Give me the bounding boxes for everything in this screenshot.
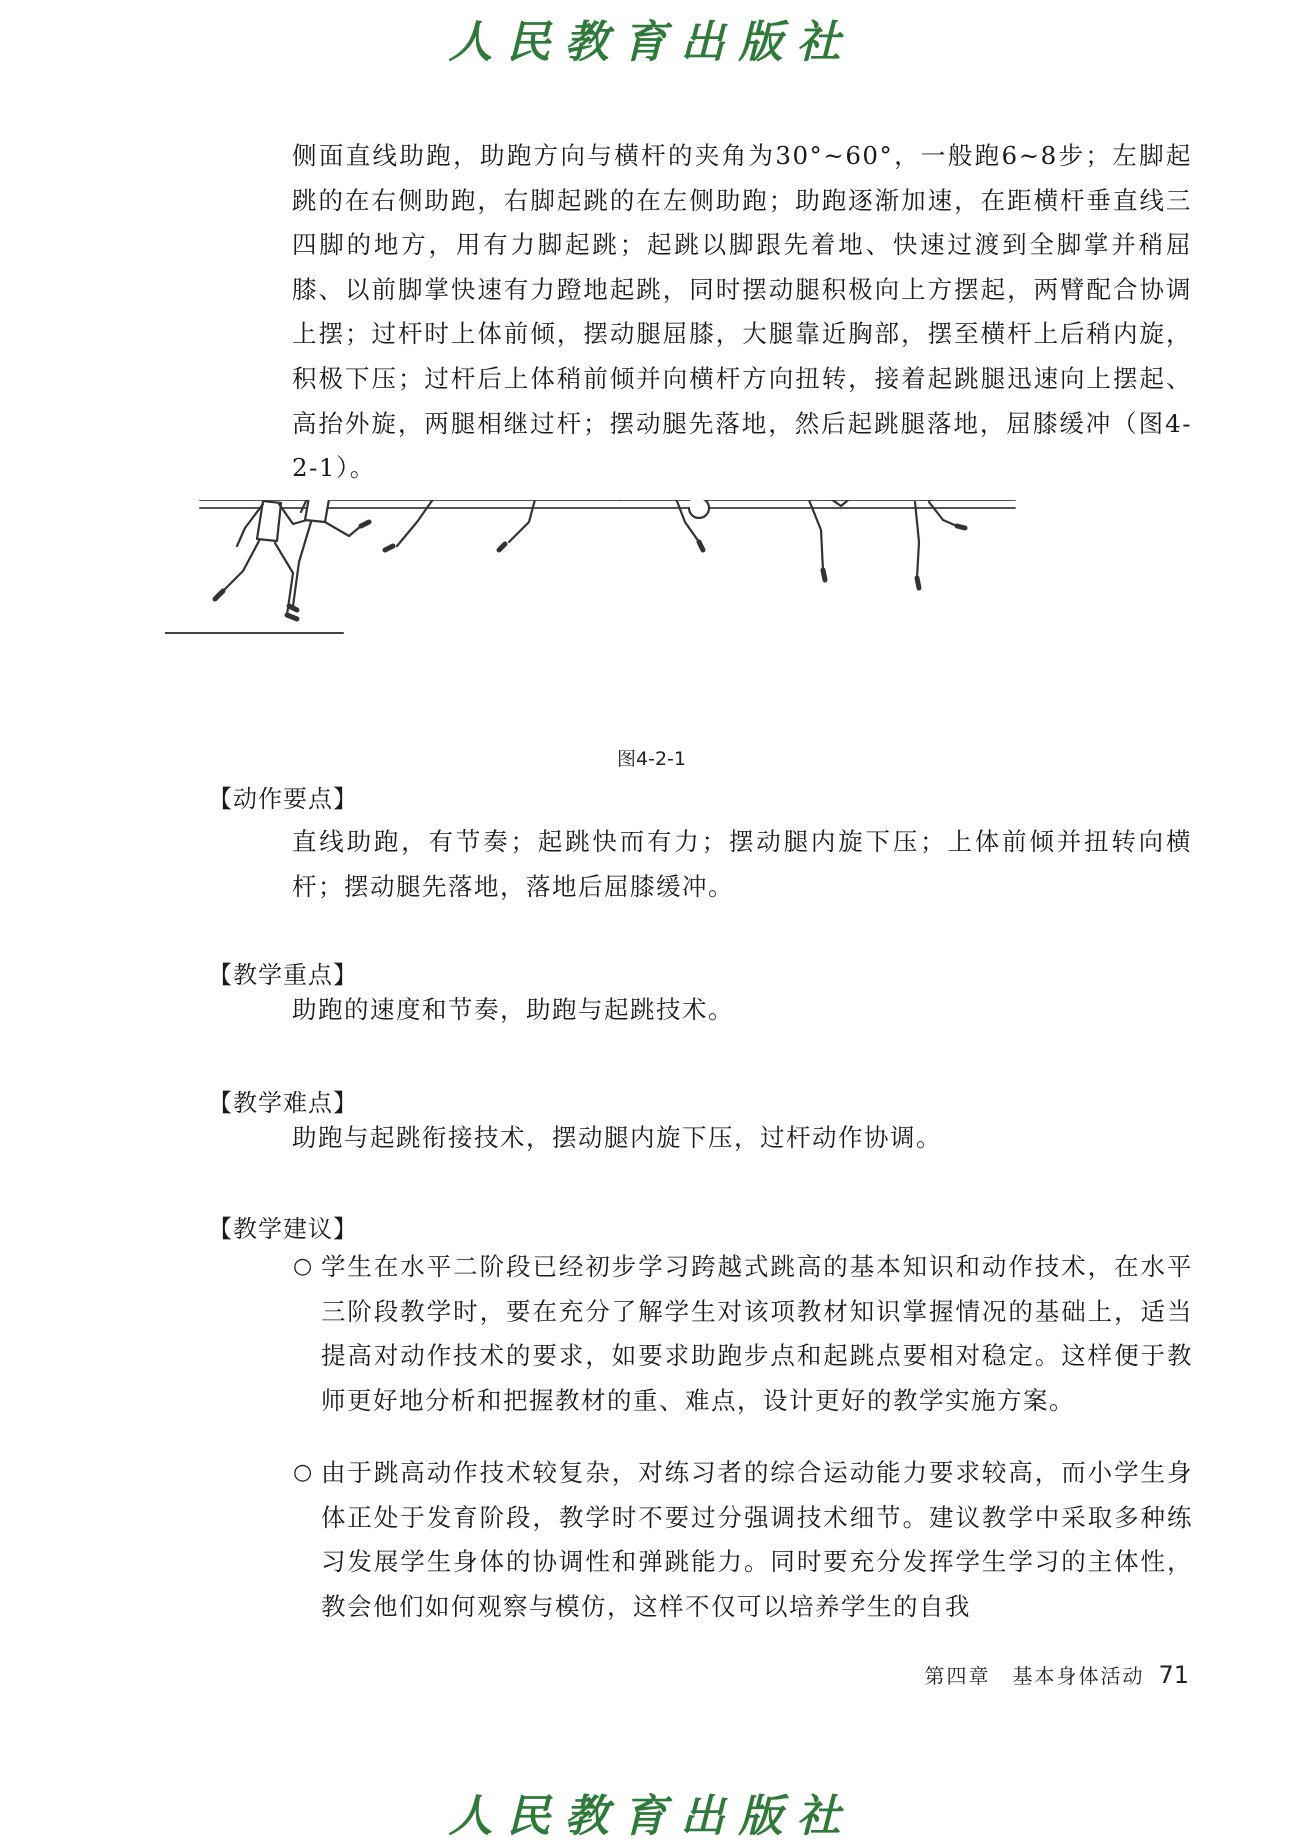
teaching-suggestions-heading: 【教学建议】 (208, 1215, 358, 1243)
key-points-heading: 【动作要点】 (208, 785, 358, 813)
page-number: 71 (1158, 1661, 1189, 1689)
intro-paragraph: 侧面直线助跑，助跑方向与横杆的夹角为30°~60°，一般跑6~8步；左脚起跳的在右侧助跑，右脚起跳的在左侧助跑；助跑逐渐加速，在距横杆垂直线三四脚的地方，用有力脚起跳；起跳以脚跟先着地、快速过渡到全脚掌并稍屈膝、以前脚掌快速有力蹬地起跳，同时摆动腿积极向上方摆起，两臂配合协调上摆；过杆时上体前倾，摆动腿屈膝，大腿靠近胸部，摆至横杆上后稍内旋，积极下压；过杆后上体稍前倾并向横杆方向扭转，接着起跳腿迅速向上摆起、高抬外旋，两腿相继过杆；摆动腿先落地，然后起跳腿落地，屈膝缓冲（图4-2-1）。 (292, 141, 1192, 483)
jumper-figure-6 (753, 500, 869, 580)
teaching-focus-text: 助跑的速度和节奏，助跑与起跳技术。 (292, 995, 734, 1024)
publisher-watermark-top: 人民教育出版社 (448, 17, 855, 68)
suggestion-text: 由于跳高动作技术较复杂，对练习者的综合运动能力要求较高，而小学生身体正处于发育阶段，教学时不要过分强调技术细节。建议教学中采取多种练习发展学生身体的协调性和弹跳能力。同时要充分发挥学生学习的主体性，教会他们如何观察与模仿，这样不仅可以培养学生的自我 (321, 1458, 1193, 1621)
circle-bullet-icon: ○ (293, 1254, 314, 1279)
jumper-figure-7 (871, 500, 965, 588)
suggestion-text: 学生在水平二阶段已经初步学习跨越式跳高的基本知识和动作技术，在水平三阶段教学时，要在充分了解学生对该项教材知识掌握情况的基础上，适当提高对动作技术的要求，如要求助跑步点和起跳点要相对稳定。这样便于教师更好地分析和把握教材的重、难点，设计更好的教学实施方案。 (321, 1252, 1193, 1415)
key-points-text: 直线助跑，有节奏；起跳快而有力；摆动腿内旋下压；上体前倾并扭转向横杆；摆动腿先落地，落地后屈膝缓冲。 (292, 827, 1192, 901)
teaching-difficulty-text: 助跑与起跳衔接技术，摆动腿内旋下压，过杆动作协调。 (292, 1123, 942, 1152)
circle-bullet-icon: ○ (293, 1460, 314, 1485)
suggestion-item (293, 1245, 1193, 1423)
page-footer (924, 1660, 1189, 1689)
suggestion-item (293, 1451, 1193, 1629)
publisher-watermark-bottom: 人民教育出版社 (448, 1791, 855, 1842)
teaching-difficulty-heading: 【教学难点】 (208, 1089, 358, 1117)
jumper-figure-2 (289, 500, 369, 610)
chapter-title: 第四章 基本身体活动 (924, 1664, 1145, 1688)
figure-caption: 图4-2-1 (617, 748, 686, 770)
high-jump-illustration (165, 500, 1205, 748)
teaching-focus-heading: 【教学重点】 (208, 961, 358, 989)
